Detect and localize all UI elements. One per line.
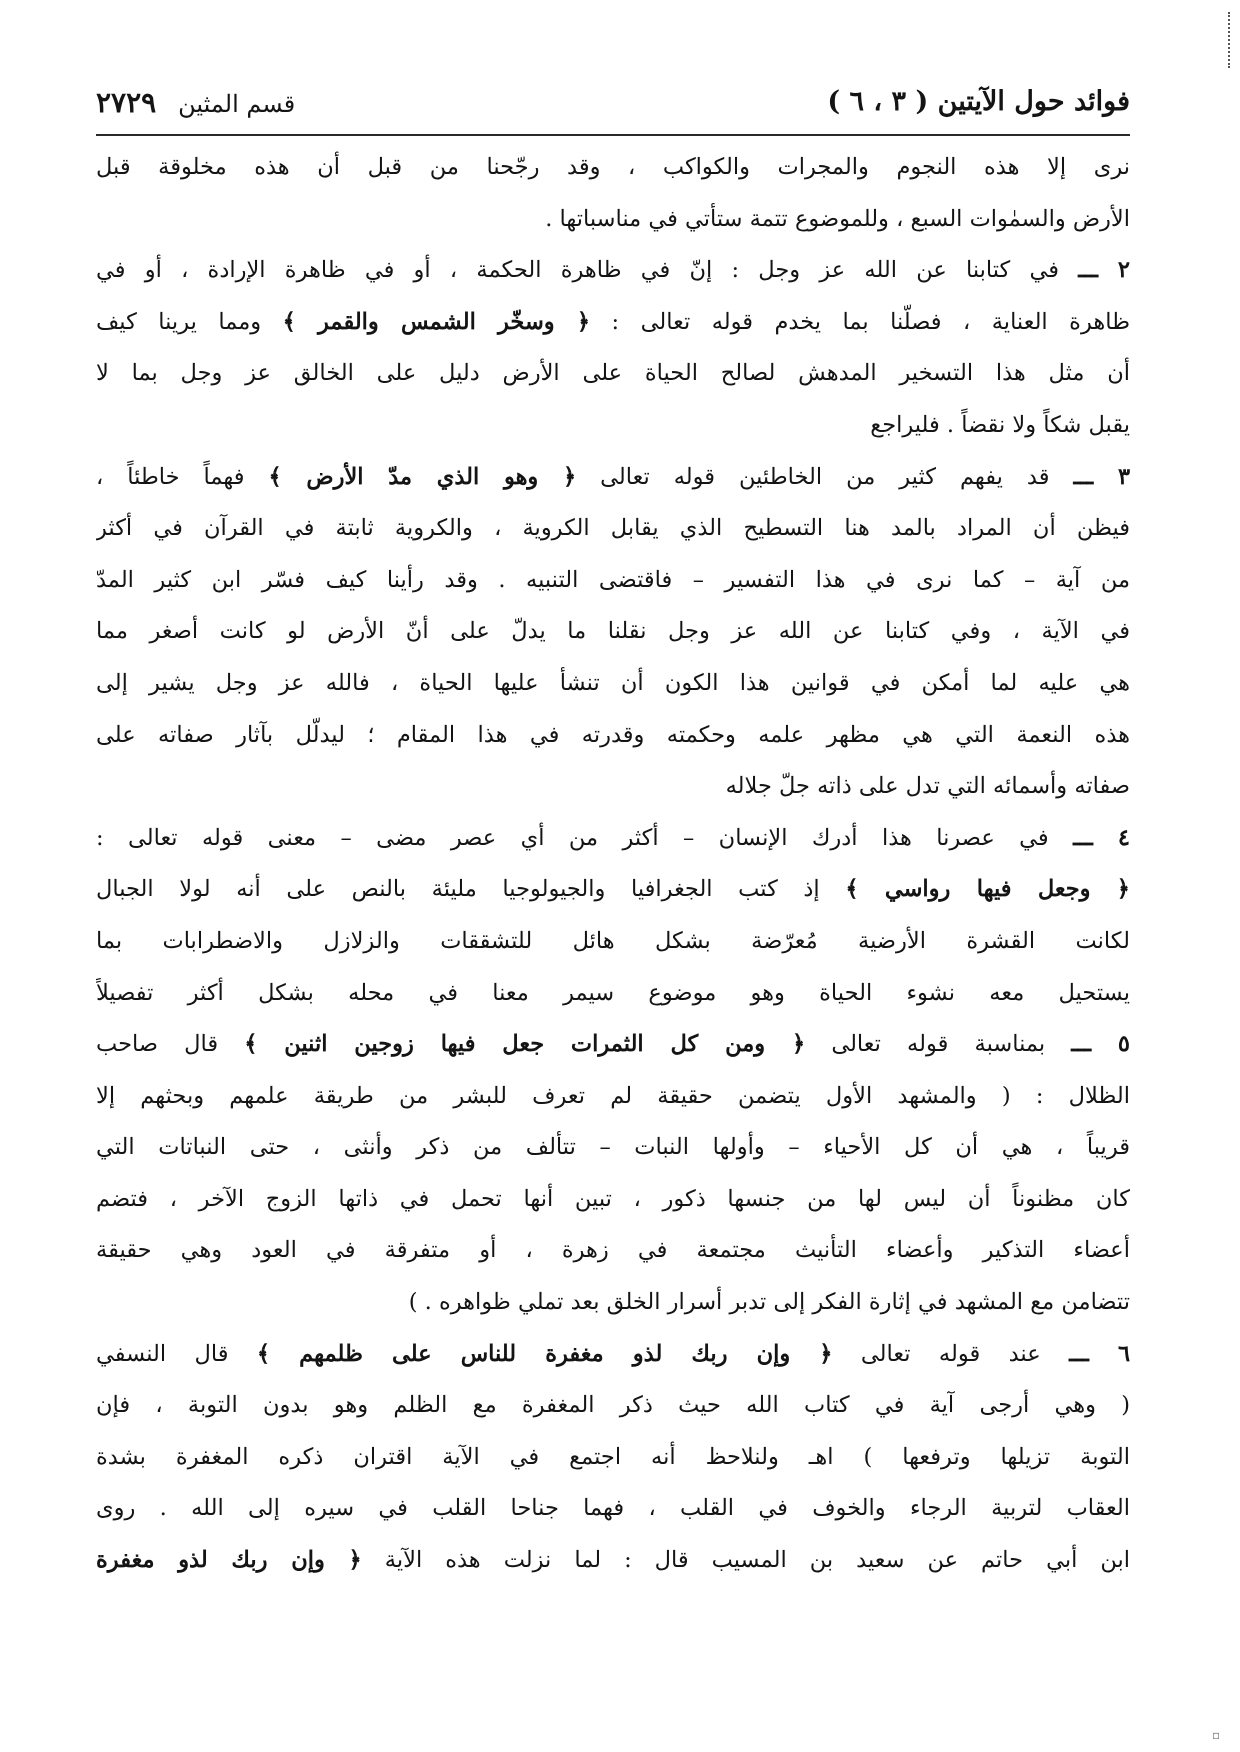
line-text: أعضاء التذكير وأعضاء التأنيث مجتمعة في زهرة ، أو متفرقة في العود وهي حقيقة (96, 1237, 1130, 1264)
quran-verse: ﴿ وهو الذي مدّ الأرض ﴾ (268, 463, 577, 490)
line-text: لكانت القشرة الأرضية مُعرّضة بشكل هائل للتشققات والزلازل والاضطرابات بما (96, 927, 1130, 954)
text-line (96, 1432, 1130, 1484)
text-line (96, 194, 1130, 246)
item-number: ٥ ـــ (1071, 1031, 1130, 1058)
quran-verse: ﴿ ومن كل الثمرات جعل فيها زوجين اثنين ﴾ (244, 1031, 806, 1058)
text-line (96, 1122, 1130, 1174)
line-text: ابن أبي حاتم عن سعيد بن المسيب قال : لما نزلت هذه الآية (384, 1547, 1130, 1574)
text-line (96, 1071, 1130, 1123)
text-line (96, 348, 1130, 400)
header-left-group (96, 86, 295, 119)
text-line (96, 245, 1130, 297)
page-number: ٢٧٢٩ (96, 86, 157, 119)
line-text: العقاب لتربية الرجاء والخوف في القلب ، فهما جناحا القلب في سيره إلى الله . روى (96, 1495, 1130, 1522)
text-line (96, 761, 1130, 813)
line-text: يستحيل معه نشوء الحياة وهو موضوع سيمر معنا في محله بشكل أكثر تفصيلاً (96, 979, 1130, 1006)
line-text: في عصرنا هذا أدرك الإنسان – أكثر من أي عصر مضى – معنى قوله تعالى : (96, 824, 1049, 851)
text-line (96, 658, 1130, 710)
line-text: ( وهي أرجى آية في كتاب الله حيث ذكر المغفرة مع الظلم وهو بدون التوبة ، فإن (96, 1392, 1130, 1419)
line-text: يقبل شكاً ولا نقضاً . فليراجع (870, 411, 1130, 438)
section-name: قسم المثين (178, 90, 296, 118)
line-text: قريباً ، هي أن كل الأحياء – وأولها النبات – تتألف من ذكر وأنثى ، حتى النباتات التي (96, 1134, 1130, 1161)
item-number: ٦ ـــ (1069, 1340, 1130, 1367)
line-text: بمناسبة قوله تعالى (831, 1031, 1046, 1058)
text-line (96, 1483, 1130, 1535)
header-rule (96, 134, 1130, 136)
line-text: عند قوله تعالى (860, 1340, 1041, 1367)
line-text: ظاهرة العناية ، فصلّنا بما يخدم قوله تعالى : (611, 308, 1130, 335)
line-text: كان مظنوناً أن ليس لها من جنسها ذكور ، تبين أنها تحمل في ذاتها الزوج الآخر ، فتضم (96, 1185, 1130, 1212)
line-text: تتضامن مع المشهد في إثارة الفكر إلى تدبر أسرار الخلق بعد تملي ظواهره . ) (408, 1289, 1130, 1316)
text-line (96, 1174, 1130, 1226)
text-line (96, 1277, 1130, 1329)
quran-verse: ﴿ وجعل فيها رواسي ﴾ (845, 876, 1130, 903)
line-text: هذه النعمة التي هي مظهر علمه وحكمته وقدرته في هذا المقام ؛ ليدلّل بآثار صفاته على (96, 721, 1130, 748)
line-text-continued: فهماً خاطئاً ، (96, 463, 245, 490)
line-text-continued: قال صاحب (96, 1031, 219, 1058)
line-text: قد يفهم كثير من الخاطئين قوله تعالى (600, 463, 1050, 490)
quran-verse: ﴿ وإن ربك لذو مغفرة للناس على ظلمهم ﴾ (256, 1340, 833, 1367)
line-text: فيظن أن المراد بالمد هنا التسطيح الذي يقابل الكروية ، والكروية ثابتة في القرآن في أكثر (96, 515, 1130, 542)
page-body (96, 142, 1130, 1587)
text-line (96, 916, 1130, 968)
text-line (96, 297, 1130, 349)
text-line (96, 710, 1130, 762)
corner-scan-mark: ▫ (1212, 1728, 1221, 1742)
text-line (96, 968, 1130, 1020)
line-text-continued: قال النسفي (96, 1340, 229, 1367)
line-text-continued: إذ كتب الجغرافيا والجيولوجيا مليئة بالنص على أنه لولا الجبال (96, 876, 820, 903)
running-title: فوائد حول الآيتين ( ٣ ، ٦ ) (827, 86, 1130, 117)
text-line (96, 1019, 1130, 1071)
text-line (96, 1329, 1130, 1381)
line-text-continued: ومما يرينا كيف (96, 308, 262, 335)
text-line (96, 400, 1130, 452)
text-line (96, 452, 1130, 504)
quran-verse: ﴿ وسخّر الشمس والقمر ﴾ (282, 308, 591, 335)
line-text: نرى إلا هذه النجوم والمجرات والكواكب ، وقد رجّحنا من قبل أن هذه مخلوقة قبل (96, 154, 1130, 180)
item-number: ٢ ـــ (1078, 257, 1130, 284)
line-text: صفاته وأسمائه التي تدل على ذاته جلّ جلاله (725, 773, 1130, 800)
line-text: في الآية ، وفي كتابنا عن الله عز وجل نقلنا ما يدلّ على أنّ الأرض لو كانت أصغر مما (96, 618, 1130, 645)
scan-edge-mark (1225, 12, 1230, 68)
quran-verse: ﴿ وإن ربك لذو مغفرة (96, 1547, 362, 1574)
text-line (96, 606, 1130, 658)
text-line (96, 1225, 1130, 1277)
running-header (96, 82, 1130, 130)
line-text: في كتابنا عن الله عز وجل : إنّ في ظاهرة الحكمة ، أو في ظاهرة الإرادة ، أو في (96, 257, 1059, 284)
item-number: ٤ ـــ (1073, 824, 1130, 851)
text-line (96, 864, 1130, 916)
line-text: الأرض والسمٰوات السبع ، وللموضوع تتمة ستأتي في مناسباتها . (545, 205, 1130, 232)
line-text: هي عليه لما أمكن في قوانين هذا الكون أن تنشأ عليها الحياة ، فالله عز وجل يشير إلى (96, 669, 1130, 696)
text-line (96, 1535, 1130, 1587)
item-number: ٣ ـــ (1073, 463, 1130, 490)
text-line (96, 503, 1130, 555)
text-line (96, 813, 1130, 865)
text-line (96, 142, 1130, 194)
line-text: التوبة تزيلها وترفعها ) اهـ ولنلاحظ أنه اجتمع في الآية اقتران ذكره المغفرة بشدة (96, 1443, 1130, 1470)
line-text: الظلال : ( والمشهد الأول يتضمن حقيقة لم تعرف للبشر من طريقة علمهم وبحثهم إلا (96, 1082, 1130, 1109)
line-text: أن مثل هذا التسخير المدهش لصالح الحياة على الأرض دليل على الخالق عز وجل بما لا (96, 360, 1130, 387)
line-text: من آية – كما نرى في هذا التفسير – فاقتضى التنبيه . وقد رأينا كيف فسّر ابن كثير المدّ (96, 566, 1130, 593)
text-line (96, 555, 1130, 607)
text-line (96, 1380, 1130, 1432)
